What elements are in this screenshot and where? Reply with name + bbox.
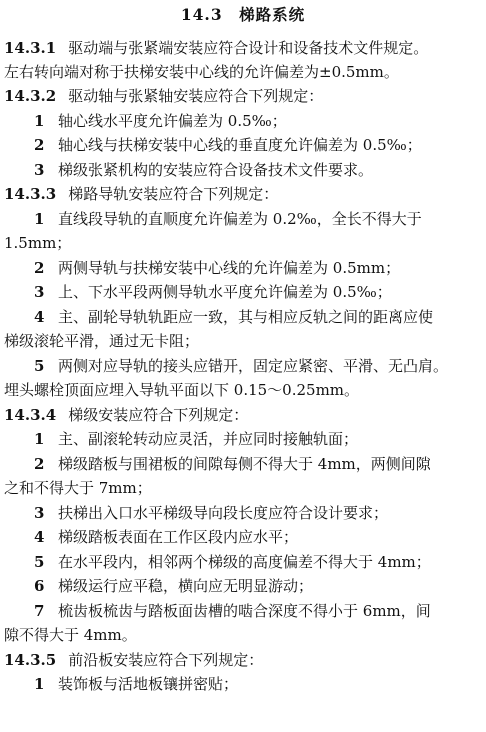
- list-item: [34, 599, 486, 623]
- clause-text: 驱动轴与张紧轴安装应符合下列规定：: [68, 87, 324, 105]
- list-item: [34, 305, 486, 329]
- item-text: 梳齿板梳齿与踏板面齿槽的啮合深度不得小于 6mm，间: [58, 602, 431, 620]
- list-item: [34, 207, 486, 231]
- item-text: 1.5mm；: [4, 234, 72, 252]
- item-number: 5: [34, 553, 45, 571]
- clause-text: 驱动端与张紧端安装应符合设计和设备技术文件规定。: [68, 39, 429, 57]
- list-item: [34, 427, 486, 451]
- list-item: [34, 256, 486, 280]
- item-text: 梯级运行应平稳，横向应无明显游动；: [58, 577, 314, 595]
- item-text: 两侧导轨与扶梯安装中心线的允许偏差为 0.5mm；: [58, 259, 401, 277]
- clause-text: 梯级安装应符合下列规定：: [68, 406, 249, 424]
- clause-14-3-5: [4, 648, 486, 672]
- clause-continuation: [4, 60, 486, 84]
- item-text: 在水平段内，相邻两个梯级的高度偏差不得大于 4mm；: [58, 553, 431, 571]
- list-item: [34, 133, 486, 157]
- clause-14-3-4: [4, 403, 486, 427]
- list-item: [34, 525, 486, 549]
- clause-number: 14.3.3: [4, 185, 57, 203]
- item-text: 直线段导轨的直顺度允许偏差为 0.2‰，全长不得大于: [58, 210, 422, 228]
- list-item: [34, 550, 486, 574]
- item-text: 主、副轮导轨轨距应一致，其与相应反轨之间的距离应使: [58, 308, 434, 326]
- item-number: 4: [34, 528, 45, 546]
- item-text: 主、副滚轮转动应灵活，并应同时接触轨面；: [58, 430, 359, 448]
- item-continuation: [4, 329, 486, 353]
- item-continuation: [4, 623, 486, 647]
- clause-text: 左右转向端对称于扶梯安装中心线的允许偏差为±0.5mm。: [4, 63, 399, 81]
- item-number: 3: [34, 161, 45, 179]
- item-text: 梯级滚轮平滑，通过无卡阻；: [4, 332, 200, 350]
- list-item: [34, 280, 486, 304]
- item-text: 轴心线与扶梯安装中心线的垂直度允许偏差为 0.5‰；: [58, 136, 422, 154]
- list-item: [34, 109, 486, 133]
- item-number: 1: [34, 675, 45, 693]
- item-number: 3: [34, 283, 45, 301]
- item-text: 装饰板与活地板镶拼密贴；: [58, 675, 239, 693]
- item-text: 埋头螺栓顶面应埋入导轨平面以下 0.15～0.25mm。: [4, 381, 360, 399]
- item-number: 1: [34, 210, 45, 228]
- list-item: [34, 574, 486, 598]
- item-text: 梯级踏板表面在工作区段内应水平；: [58, 528, 299, 546]
- item-number: 4: [34, 308, 45, 326]
- list-item: [34, 672, 486, 696]
- list-item: [34, 452, 486, 476]
- section-title: 14.3 梯路系统: [180, 5, 306, 24]
- clause-14-3-3: [4, 182, 486, 206]
- item-text: 梯级张紧机构的安装应符合设备技术文件要求。: [58, 161, 374, 179]
- item-number: 7: [34, 602, 45, 620]
- clause-text: 前沿板安装应符合下列规定：: [68, 651, 264, 669]
- list-item: [34, 158, 486, 182]
- item-number: 1: [34, 112, 45, 130]
- item-text: 上、下水平段两侧导轨水平度允许偏差为 0.5‰；: [58, 283, 392, 301]
- clause-number: 14.3.1: [4, 39, 57, 57]
- item-text: 梯级踏板与围裙板的间隙每侧不得大于 4mm，两侧间隙: [58, 455, 431, 473]
- clause-number: 14.3.5: [4, 651, 57, 669]
- item-number: 3: [34, 504, 45, 522]
- item-continuation: [4, 231, 486, 255]
- item-text: 轴心线水平度允许偏差为 0.5‰；: [58, 112, 287, 130]
- item-text: 两侧对应导轨的接头应错开，固定应紧密、平滑、无凸肩。: [58, 357, 449, 375]
- clause-text: 梯路导轨安装应符合下列规定：: [68, 185, 279, 203]
- item-continuation: [4, 378, 486, 402]
- clause-14-3-2: [4, 84, 486, 108]
- item-continuation: [4, 476, 486, 500]
- item-number: 2: [34, 136, 45, 154]
- item-text: 隙不得大于 4mm。: [4, 626, 137, 644]
- item-number: 6: [34, 577, 45, 595]
- item-text: 之和不得大于 7mm；: [4, 479, 152, 497]
- item-text: 扶梯出入口水平梯级导向段长度应符合设计要求；: [58, 504, 389, 522]
- list-item: [34, 501, 486, 525]
- clause-number: 14.3.2: [4, 87, 57, 105]
- list-item: [34, 354, 486, 378]
- clause-14-3-1: [4, 36, 486, 60]
- item-number: 2: [34, 455, 45, 473]
- item-number: 1: [34, 430, 45, 448]
- item-number: 5: [34, 357, 45, 375]
- clause-number: 14.3.4: [4, 406, 57, 424]
- item-number: 2: [34, 259, 45, 277]
